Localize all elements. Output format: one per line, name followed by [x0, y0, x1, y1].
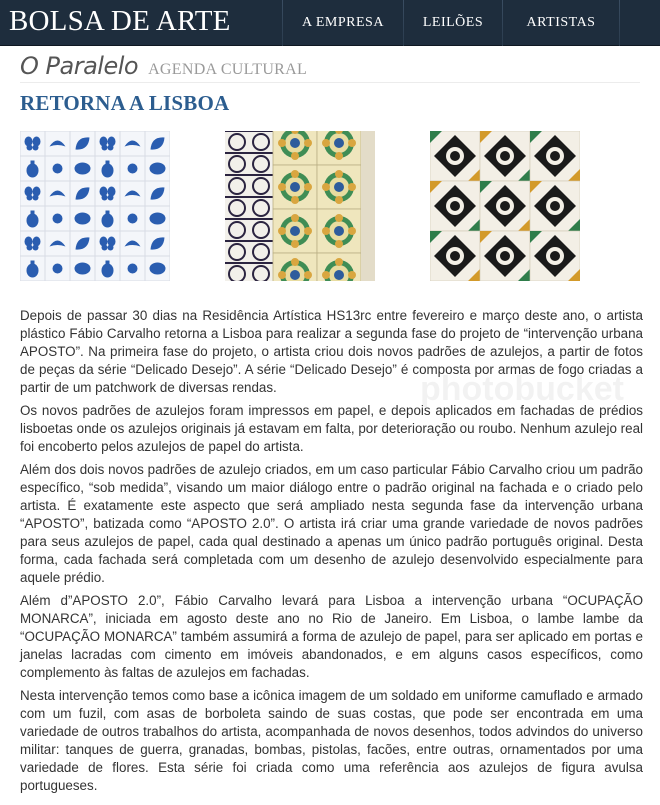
article-paragraph: Além dos dois novos padrões de azulejo criados, em um caso particular Fábio Carvalho criou um padrão específico, “sob medida”, visando um maior diálogo entre o padrão original na fachada e o criado pelo artista. É exatamente este aspecto que será ampliado nesta segunda fase da intervenção urbana “APOSTO”, batizada como “APOSTO 2.0”. O artista irá criar uma grande variedade de novos padrões para seus azulejos de papel, cada qual destinado a apenas um único padrão português original. Desta forma, cada fachada será completada com um desenho de azulejo desenvolvido especialmente para aquele prédio.: [20, 462, 643, 585]
section-header: [20, 52, 307, 84]
nav-item-artistas[interactable]: ARTISTAS: [526, 15, 596, 30]
blue-figure-tiles-image[interactable]: [20, 131, 170, 281]
nav-item-leiloes[interactable]: LEILÕES: [422, 15, 484, 30]
article-paragraph: Além d”APOSTO 2.0”, Fábio Carvalho levará para Lisboa a intervenção urbana “OCUPAÇÃO MONARCA”, iniciada em agosto deste ano no Rio de Janeiro. Em Lisboa, o lambe lambe da “OCUPAÇÃO MONARCA” também assumirá a forma de azulejo de papel, para ser aplicado em portas e janelas lacradas com cimento em imóveis abandonados, e em alguns casos específicos, como complemento às faltas de azulejos em fachadas.: [20, 593, 643, 680]
section-subtitle: AGENDA CULTURAL: [148, 61, 308, 78]
article-paragraph: Depois de passar 30 dias na Residência Artística HS13rc entre fevereiro e março deste ano, o artista plástico Fábio Carvalho retorna a Lisboa para realizar a segunda fase do projeto de “intervenção urbana APOSTO”. Na primeira fase do projeto, o artista criou dois novos padrões de azulejos, a partir de fotos de peças da série “Delicado Desejo”. A série “Delicado Desejo” é composta por armas de fogo criadas a partir de um patchwork de diversas rendas.: [20, 308, 643, 395]
article-title: RETORNA A LISBOA: [20, 91, 230, 115]
black-ochre-pattern-tiles-image[interactable]: [430, 131, 580, 281]
top-navigation-bar: [0, 0, 660, 46]
nav-divider: [619, 0, 620, 46]
article-paragraph: Os novos padrões de azulejos foram impressos em papel, e depois aplicados em fachadas de prédios lisboetas onde os azulejos originais já estavam em falta, por deterioração ou roubo. Nenhum azulejo real foi encoberto pelos azulejos de papel do artista.: [20, 403, 643, 454]
main-nav: [282, 0, 620, 46]
section-name: O Paralelo: [20, 52, 139, 80]
section-divider: [20, 82, 640, 83]
nav-item-empresa[interactable]: A EMPRESA: [302, 15, 384, 30]
green-floral-tiles-image[interactable]: [225, 131, 375, 281]
article-body: [20, 307, 643, 800]
article-paragraph: Nesta intervenção temos como base a icônica imagem de um soldado em uniforme camuflado e armado com um fuzil, com asas de borboleta saindo de suas costas, que pode ser encontrada em uma variedade de outros trabalhos do artista, acompanhada de novos desenhos, todos advindos do universo militar: tanques de guerra, granadas, bombas, pistolas, facões, entre outras, ornamentados por uma variedade de flores. Esta série foi criada como uma referência aos azulejos de figura avulsa portugueses.: [20, 688, 643, 793]
watermark-text: photobucket: [420, 370, 624, 408]
site-logo[interactable]: BOLSA DE ARTE: [9, 5, 231, 37]
